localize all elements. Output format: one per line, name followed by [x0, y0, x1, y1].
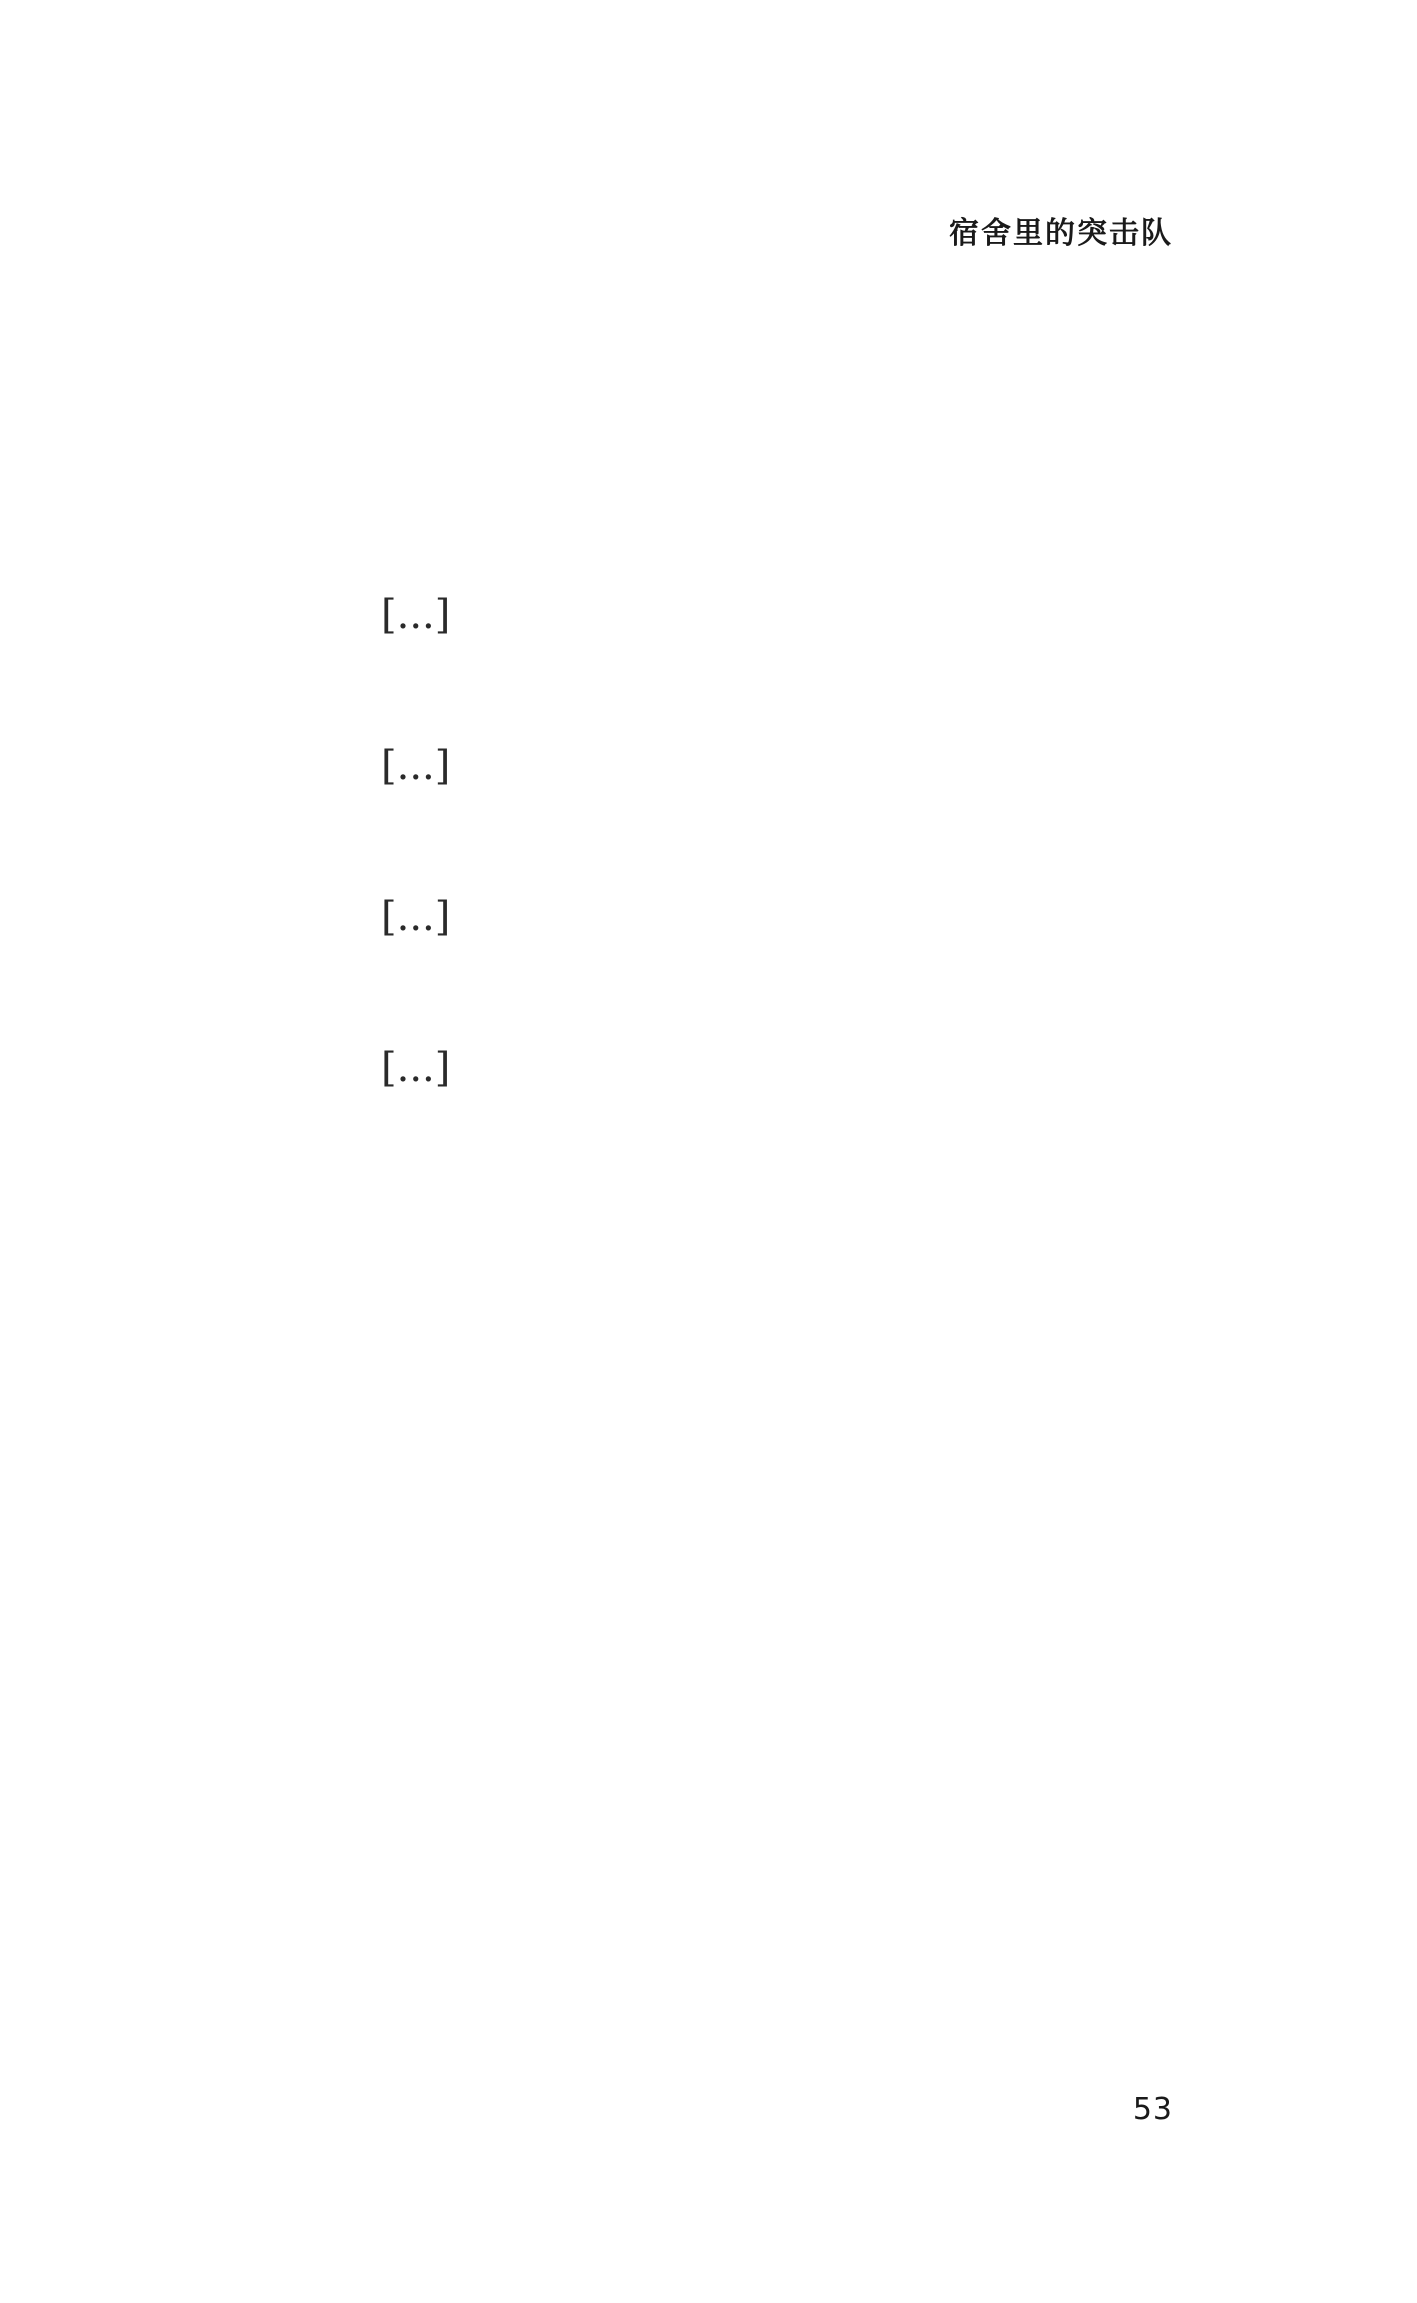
- page-number: 53: [1132, 2092, 1173, 2127]
- paragraph-2: [...]: [381, 743, 451, 789]
- paragraph-1: [...]: [381, 592, 451, 638]
- paragraph-3: [...]: [381, 894, 451, 940]
- body-text: [293, 576, 1173, 1180]
- running-header-title: 宿舍里的突击队: [949, 216, 1173, 251]
- paragraph-4: [...]: [381, 1045, 451, 1091]
